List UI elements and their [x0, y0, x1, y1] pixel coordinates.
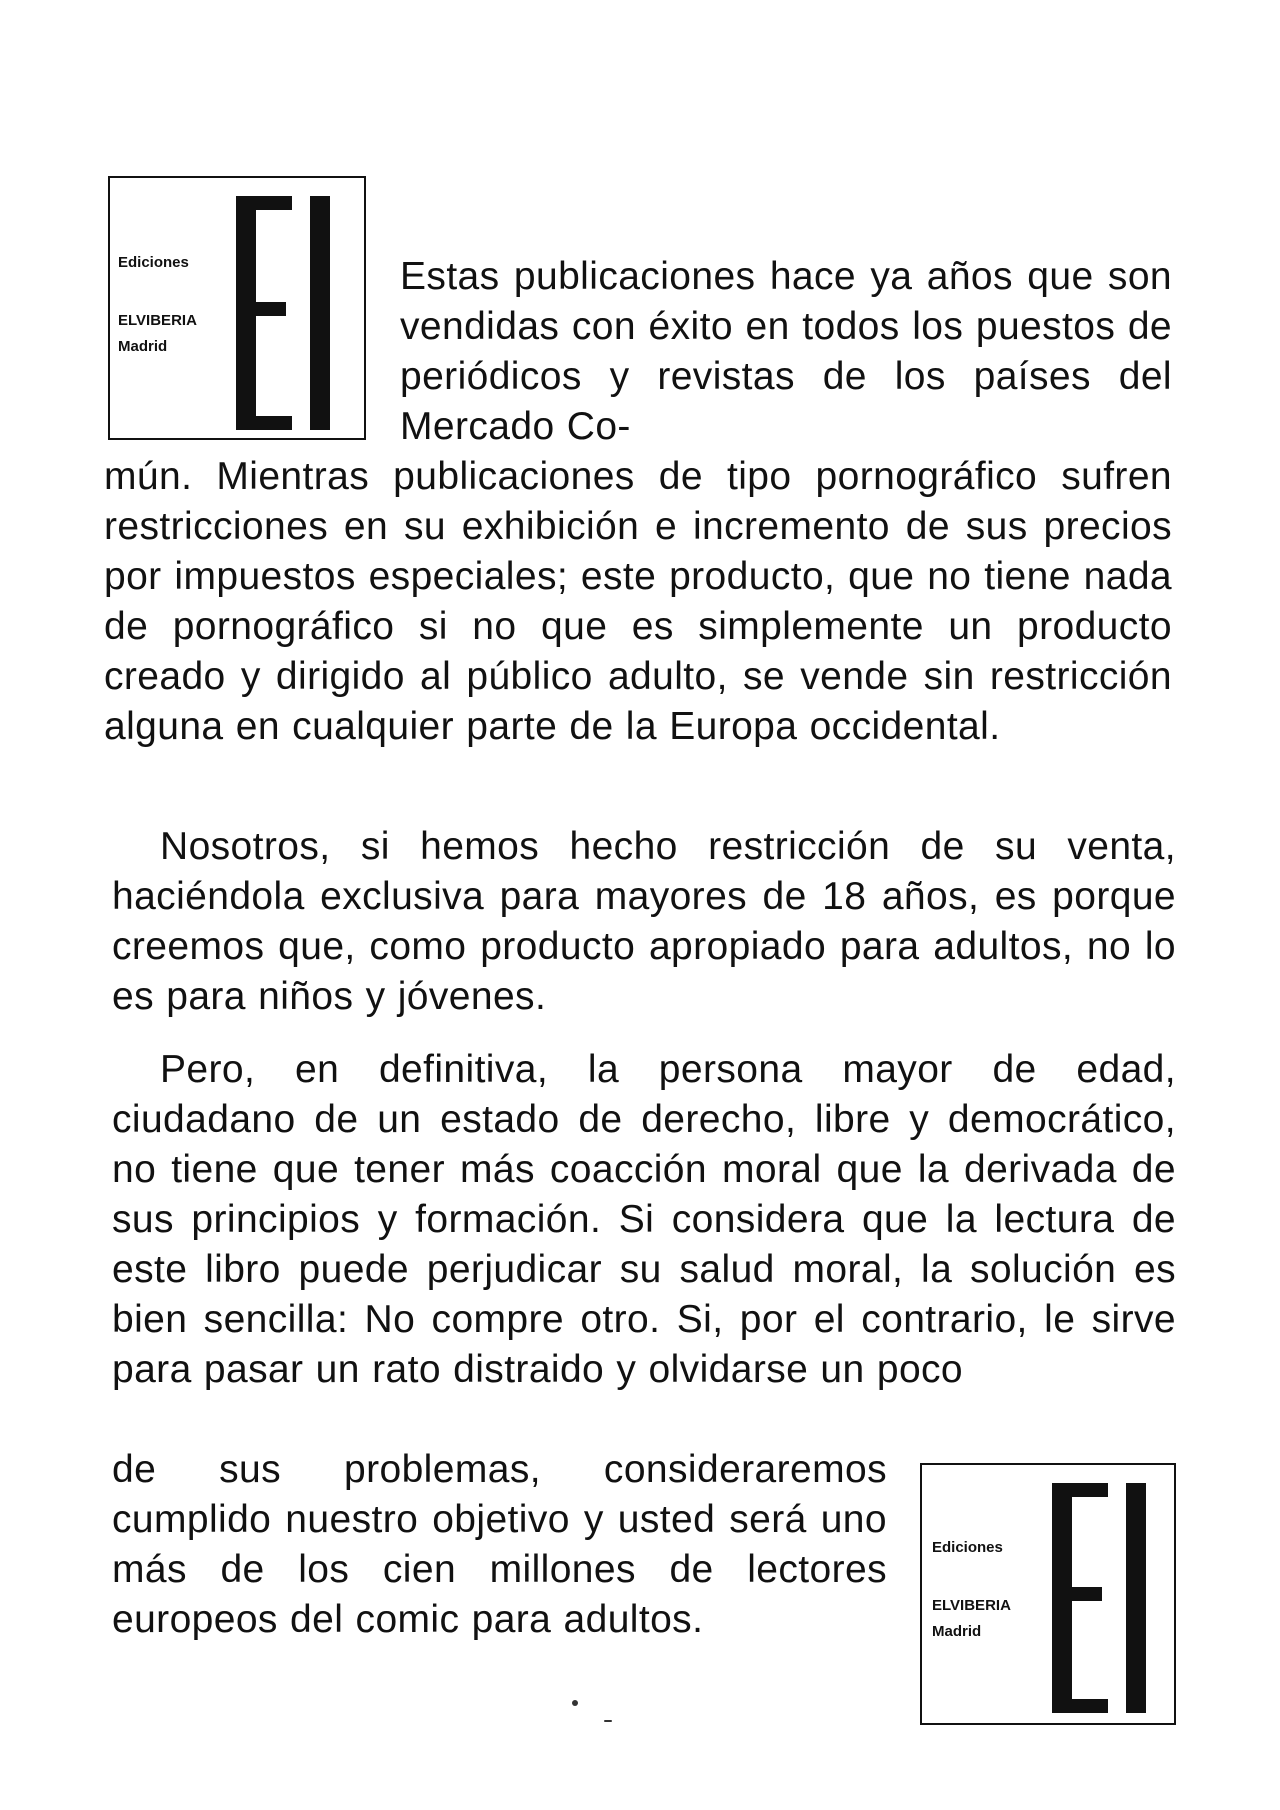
logo-e-bottom-arm	[236, 416, 292, 430]
logo-l-stem	[1126, 1483, 1146, 1713]
logo-e-middle-arm	[1052, 1587, 1102, 1601]
logo-editions-label: Ediciones	[932, 1539, 1003, 1556]
print-speck	[604, 1720, 612, 1722]
logo-l-stem	[310, 196, 330, 430]
logo-e-top-arm	[236, 196, 292, 210]
paragraph-1-body: mún. Mientras publicaciones de tipo pornográfico sufren restricciones en su exhibición e incremento de sus precios por impuestos especiales; este producto, que no tiene nada de pornográfico si no que es simplemente un producto creado y dirigido al público adulto, se vende sin restricción alguna en cualquier parte de la Europa occidental.	[104, 455, 1172, 748]
paragraph-3: Pero, en definitiva, la persona mayor de edad, ciudadano de un estado de derecho, libre y democrático, no tiene que tener más coacción moral que la derivada de sus principios y formación. Si considera que la lectura de este libro puede perjudicar su salud moral, la solución es bien sencilla: No compre otro. Si, por el contrario, le sirve para pasar un rato distraido y olvidarse un poco	[112, 1048, 1176, 1391]
publisher-logo-top	[108, 176, 366, 440]
logo-e-middle-arm	[236, 302, 286, 316]
logo-e-bottom-arm	[1052, 1699, 1108, 1713]
publisher-logo-bottom	[920, 1463, 1176, 1725]
paragraph-2: Nosotros, si hemos hecho restricción de su venta, haciéndola exclusiva para mayores de 18 años, es porque creemos que, como producto apropiado para adultos, no lo es para niños y jóvenes.	[112, 825, 1176, 1018]
logo-editions-label: Ediciones	[118, 254, 189, 271]
print-speck	[572, 1700, 578, 1706]
logo-city-label: Madrid	[932, 1623, 982, 1640]
paragraph-3-end: de sus problemas, consideraremos cumplido nuestro objetivo y usted será uno más de los cien millones de lectores europeos del comic para adultos.	[112, 1448, 887, 1641]
logo-publisher-label: ELVIBERIA	[118, 312, 197, 329]
logo-e-top-arm	[1052, 1483, 1108, 1497]
logo-publisher-label: ELVIBERIA	[932, 1597, 1011, 1614]
paragraph-1-intro: Estas publicaciones hace ya años que son vendidas con éxito en todos los puestos de periódicos y revistas de los países del Mercado Co-	[400, 255, 1172, 448]
logo-city-label: Madrid	[118, 338, 168, 355]
